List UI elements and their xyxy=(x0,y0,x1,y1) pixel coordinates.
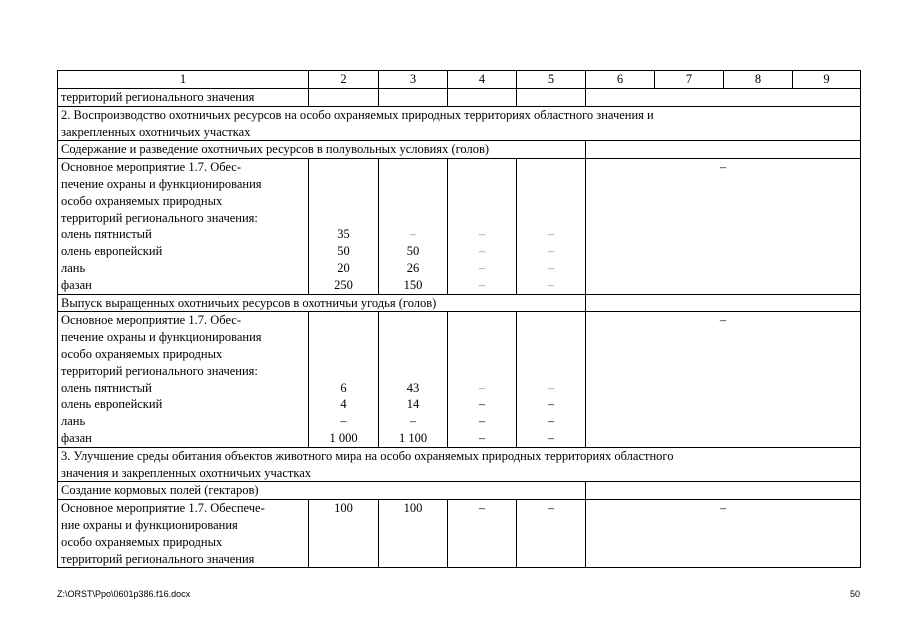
section-3-title: 3. Улучшение среды обитания объектов животного мира на особо охраняемых природных территориях областного значения и закрепленных охотничьих участках xyxy=(58,447,861,482)
section-2-row xyxy=(58,106,861,141)
species-label: фазан xyxy=(61,277,92,292)
cell-empty xyxy=(448,89,517,107)
species-label: лань xyxy=(61,414,86,429)
merged-cols-6-9: – xyxy=(586,159,861,294)
col-2-values xyxy=(309,159,379,294)
value-cell: – xyxy=(478,260,486,275)
value-cell: 100 xyxy=(309,500,379,568)
value-cell: – xyxy=(517,500,586,568)
col-header-2: 2 xyxy=(309,71,379,89)
section-3-row xyxy=(58,447,861,482)
value-cell: – xyxy=(340,414,347,429)
species-label: олень пятнистый xyxy=(61,380,152,395)
activity-description: Основное мероприятие 1.7. Обес- печение охраны и функционирования особо охраняемых природных территорий регионального значения: олень пятнистый олень европейский лань фазан xyxy=(58,312,309,447)
value-cell: 26 xyxy=(406,260,420,275)
value-cell: – xyxy=(547,260,555,275)
value-cell: 35 xyxy=(337,227,350,242)
page-number: 50 xyxy=(849,589,860,599)
section-2-title: 2. Воспроизводство охотничьих ресурсов на особо охраняемых природных территориях областного значения и закрепленных охотничьих участках xyxy=(58,106,861,141)
subsection-2-title: Выпуск выращенных охотничьих ресурсов в охотничьи угодья (голов) xyxy=(58,294,586,312)
subsection-1-row xyxy=(58,141,861,159)
value-cell: – xyxy=(409,227,417,242)
value-cell: 43 xyxy=(406,380,420,395)
value-cell: – xyxy=(547,227,555,242)
value-cell: 50 xyxy=(337,244,350,259)
col-header-3: 3 xyxy=(379,71,448,89)
value-cell: – xyxy=(478,430,486,445)
value-cell: – xyxy=(547,244,555,259)
activity-description: Основное мероприятие 1.7. Обеспече- ние охраны и функционирования особо охраняемых природных территорий регионального значения xyxy=(58,500,309,568)
col-3-values xyxy=(379,159,448,294)
col-4-values xyxy=(448,312,517,447)
cell-empty xyxy=(586,294,861,312)
value-cell: – xyxy=(478,380,486,395)
value-cell: 14 xyxy=(406,397,420,412)
cell-empty xyxy=(517,89,586,107)
program-table xyxy=(57,70,861,568)
col-4-values xyxy=(448,159,517,294)
activity-description: Основное мероприятие 1.7. Обес- печение охраны и функционирования особо охраняемых природных территорий регионального значения: олень пятнистый олень европейский лань фазан xyxy=(58,159,309,294)
value-cell: 150 xyxy=(403,277,423,292)
species-label: олень европейский xyxy=(61,244,163,259)
species-label: фазан xyxy=(61,430,92,445)
col-header-1: 1 xyxy=(58,71,309,89)
value-cell: – xyxy=(478,397,486,412)
species-label: олень пятнистый xyxy=(61,227,152,242)
cell-empty xyxy=(586,482,861,500)
value-cell: – xyxy=(547,414,555,429)
value-cell: – xyxy=(478,277,486,292)
col-header-7: 7 xyxy=(655,71,724,89)
cell-empty xyxy=(309,89,379,107)
col-header-8: 8 xyxy=(724,71,793,89)
merged-cols-6-9: – xyxy=(586,500,861,568)
col-3-values xyxy=(379,312,448,447)
value-cell: 6 xyxy=(340,380,347,395)
species-label: олень европейский xyxy=(61,397,163,412)
value-cell: – xyxy=(448,500,517,568)
value-cell: – xyxy=(409,414,417,429)
footer-file-path: Z:\ORST\Ppo\0601p386.f16.docx xyxy=(57,589,191,599)
continuation-text: территорий регионального значения xyxy=(58,89,309,107)
activity-block-1 xyxy=(58,159,861,294)
value-cell: 1 000 xyxy=(329,430,358,445)
value-cell: – xyxy=(478,244,486,259)
subsection-3-title: Создание кормовых полей (гектаров) xyxy=(58,482,586,500)
activity-block-3 xyxy=(58,500,861,568)
subsection-3-row xyxy=(58,482,861,500)
value-cell: – xyxy=(478,227,486,242)
col-5-values xyxy=(517,312,586,447)
value-cell: 250 xyxy=(334,277,353,292)
value-cell: 50 xyxy=(406,244,420,259)
col-2-values xyxy=(309,312,379,447)
col-header-5: 5 xyxy=(517,71,586,89)
cell-empty xyxy=(586,89,861,107)
value-cell: 20 xyxy=(337,260,350,275)
cell-empty xyxy=(379,89,448,107)
value-cell: 100 xyxy=(379,500,448,568)
value-cell: 1 100 xyxy=(398,430,428,445)
value-cell: – xyxy=(547,380,555,395)
activity-block-2 xyxy=(58,312,861,447)
value-cell: 4 xyxy=(340,397,347,412)
value-cell: – xyxy=(547,430,555,445)
col-5-values xyxy=(517,159,586,294)
cell-empty xyxy=(586,141,861,159)
value-cell: – xyxy=(478,414,486,429)
col-header-6: 6 xyxy=(586,71,655,89)
subsection-1-title: Содержание и разведение охотничьих ресурсов в полувольных условиях (голов) xyxy=(58,141,586,159)
value-cell: – xyxy=(547,277,555,292)
col-header-4: 4 xyxy=(448,71,517,89)
species-label: лань xyxy=(61,260,86,275)
col-header-9: 9 xyxy=(793,71,861,89)
continuation-row xyxy=(58,89,861,107)
subsection-2-row xyxy=(58,294,861,312)
value-cell: – xyxy=(547,397,555,412)
column-number-row xyxy=(58,71,861,89)
merged-cols-6-9: – xyxy=(586,312,861,447)
